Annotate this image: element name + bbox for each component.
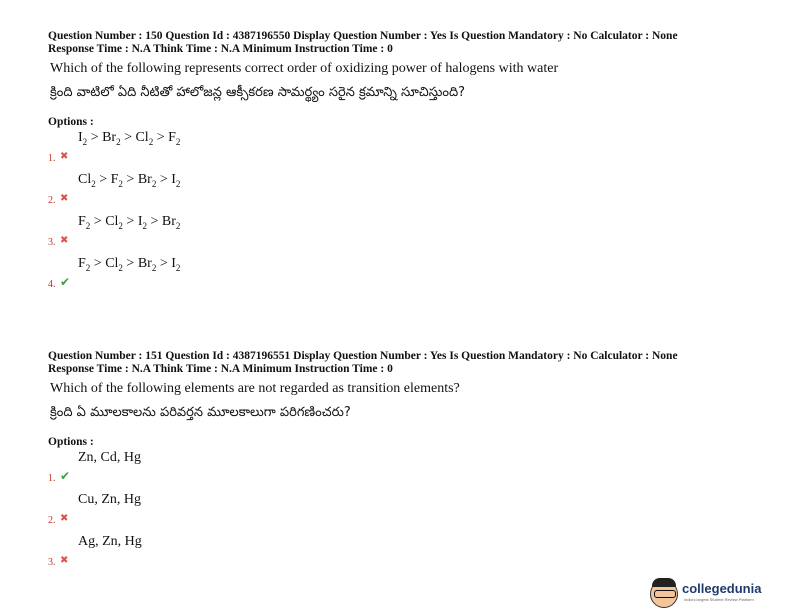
mascot-glasses-icon	[654, 590, 676, 598]
options-list	[48, 448, 748, 574]
question-151	[48, 350, 748, 574]
wrong-cross-icon: ✖	[60, 235, 69, 246]
wrong-cross-icon: ✖	[60, 555, 69, 566]
option-text: $Cl_2 > F_2 > Br_2 > I_2$	[78, 172, 181, 189]
option-3[interactable]	[48, 212, 748, 254]
logo-tagline: India's largest Student Review Platform	[684, 597, 754, 602]
option-text: $I_2 > Br_2 > Cl_2 > F_2$	[78, 130, 181, 147]
question-meta: Question Number : 150 Question Id : 4387196550 Display Question Number : Yes Is Question Mandatory : No Calculator : None	[48, 30, 678, 42]
option-3[interactable]	[48, 532, 748, 574]
option-2[interactable]	[48, 170, 748, 212]
option-4[interactable]	[48, 254, 748, 296]
wrong-cross-icon: ✖	[60, 193, 69, 204]
option-number: 1.	[48, 473, 56, 484]
option-number: 1.	[48, 153, 56, 164]
wrong-cross-icon: ✖	[60, 513, 69, 524]
question-stem: Which of the following represents correct order of oxidizing power of halogens with water	[50, 61, 559, 76]
question-meta: Question Number : 151 Question Id : 4387196551 Display Question Number : Yes Is Question Mandatory : No Calculator : None	[48, 350, 678, 362]
option-text: Ag, Zn, Hg	[78, 534, 142, 549]
option-number: 2.	[48, 515, 56, 526]
option-text: $F_2 > Cl_2 > I_2 > Br_2$	[78, 214, 181, 231]
correct-check-icon: ✔	[60, 275, 71, 289]
option-number: 4.	[48, 279, 56, 290]
option-1[interactable]	[48, 448, 748, 490]
options-label: Options :	[48, 436, 94, 448]
wrong-cross-icon: ✖	[60, 151, 69, 162]
question-meta-timing: Response Time : N.A Think Time : N.A Minimum Instruction Time : 0	[48, 43, 393, 55]
correct-check-icon: ✔	[60, 469, 71, 483]
question-150	[48, 30, 748, 296]
question-stem-telugu: క్రింది వాటిలో ఏది నీటితో హాలోజన్ల ఆక్సీకరణ సామర్థ్యం సరైన క్రమాన్ని సూచిస్తుంది?	[50, 85, 466, 100]
logo-brand-text: collegedunia	[682, 581, 762, 596]
options-label: Options :	[48, 116, 94, 128]
option-text: $F_2 > Cl_2 > Br_2 > I_2$	[78, 256, 181, 273]
options-list	[48, 128, 748, 296]
option-text: Zn, Cd, Hg	[78, 450, 141, 465]
question-meta-timing: Response Time : N.A Think Time : N.A Minimum Instruction Time : 0	[48, 363, 393, 375]
option-number: 2.	[48, 195, 56, 206]
option-number: 3.	[48, 237, 56, 248]
mascot-hair-icon	[652, 578, 676, 587]
question-stem: Which of the following elements are not regarded as transition elements?	[50, 381, 460, 396]
option-1[interactable]	[48, 128, 748, 170]
option-number: 3.	[48, 557, 56, 568]
question-stem-telugu: క్రింది ఏ మూలకాలను పరివర్తన మూలకాలుగా పరిగణించరు?	[50, 405, 351, 420]
option-2[interactable]	[48, 490, 748, 532]
collegedunia-logo	[650, 578, 785, 608]
option-text: Cu, Zn, Hg	[78, 492, 141, 507]
